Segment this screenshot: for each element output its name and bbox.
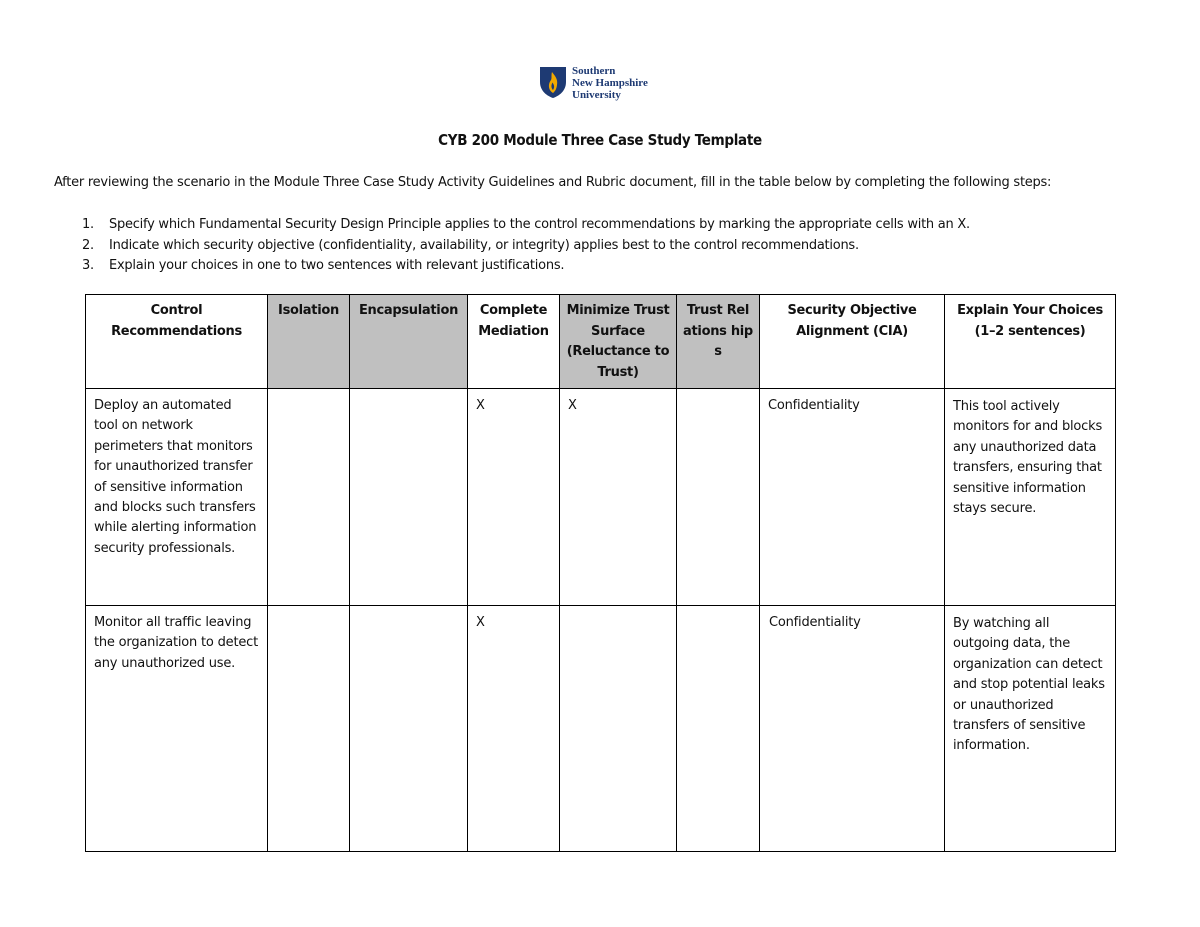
header-explain-choices bbox=[945, 295, 1116, 389]
step-number: 2. bbox=[82, 237, 94, 253]
cell-minimize-trust bbox=[560, 606, 677, 852]
header-explain-line-2: (1–2 sentences) bbox=[974, 323, 1086, 339]
cell-trust-relationships bbox=[677, 606, 760, 852]
shield-flame-icon bbox=[539, 66, 567, 99]
cell-minimize-trust: X bbox=[560, 389, 677, 606]
cell-cia: Confidentiality bbox=[760, 606, 945, 852]
cell-encapsulation bbox=[350, 606, 468, 852]
table-header-row bbox=[86, 295, 1116, 389]
cell-control: Monitor all traffic leaving the organization to detect any unauthorized use. bbox=[86, 606, 268, 852]
logo-line-3: University bbox=[572, 89, 621, 101]
header-explain-line-1: Explain Your Choices bbox=[957, 303, 1103, 318]
university-logo bbox=[539, 66, 648, 101]
intro-paragraph: After reviewing the scenario in the Module Three Case Study Activity Guidelines and Rubric document, fill in the table below by completing the following steps: bbox=[54, 175, 1052, 190]
header-security-objective: Security Objective Alignment (CIA) bbox=[760, 295, 945, 389]
cell-complete-mediation: X bbox=[468, 606, 560, 852]
cell-explain: This tool actively monitors for and blocks any unauthorized data transfers, ensuring that sensitive information stays secure. bbox=[945, 389, 1116, 606]
logo-line-1: Southern bbox=[572, 65, 616, 77]
cell-cia: Confidentiality bbox=[760, 389, 945, 606]
step-text: Explain your choices in one to two sentences with relevant justifications. bbox=[109, 258, 565, 273]
table-row bbox=[86, 606, 1116, 852]
step-number: 3. bbox=[82, 258, 94, 273]
cell-isolation bbox=[268, 389, 350, 606]
cell-explain: By watching all outgoing data, the organization can detect and stop potential leaks or unauthorized transfers of sensitive information. bbox=[945, 606, 1116, 852]
step-text: Specify which Fundamental Security Design Principle applies to the control recommendations by marking the appropriate cells with an X. bbox=[109, 217, 970, 232]
cell-control: Deploy an automated tool on network perimeters that monitors for unauthorized transfer of sensitive information and blocks such transfers while alerting information security professionals. bbox=[86, 389, 268, 606]
logo-line-2: New Hampshire bbox=[572, 77, 648, 89]
header-complete-mediation: Complete Mediation bbox=[468, 295, 560, 389]
header-isolation: Isolation bbox=[268, 295, 350, 389]
list-item bbox=[82, 256, 970, 277]
cell-complete-mediation: X bbox=[468, 389, 560, 606]
header-minimize-trust-surface: Minimize Trust Surface (Reluctance to Trust) bbox=[560, 295, 677, 389]
table-row bbox=[86, 389, 1116, 606]
cell-trust-relationships bbox=[677, 389, 760, 606]
list-item bbox=[82, 215, 970, 236]
cell-isolation bbox=[268, 606, 350, 852]
step-text: Indicate which security objective (confidentiality, availability, or integrity) applies best to the control recommendations. bbox=[109, 237, 859, 253]
header-control-recommendations: Control Recommendations bbox=[86, 295, 268, 389]
cell-encapsulation bbox=[350, 389, 468, 606]
step-number: 1. bbox=[82, 217, 94, 232]
header-trust-relationships: Trust Relations hips bbox=[677, 295, 760, 389]
header-encapsulation: Encapsulation bbox=[350, 295, 468, 389]
case-study-table bbox=[85, 294, 1116, 852]
document-title: CYB 200 Module Three Case Study Template bbox=[438, 131, 762, 149]
steps-list bbox=[82, 215, 970, 277]
list-item bbox=[82, 236, 970, 257]
